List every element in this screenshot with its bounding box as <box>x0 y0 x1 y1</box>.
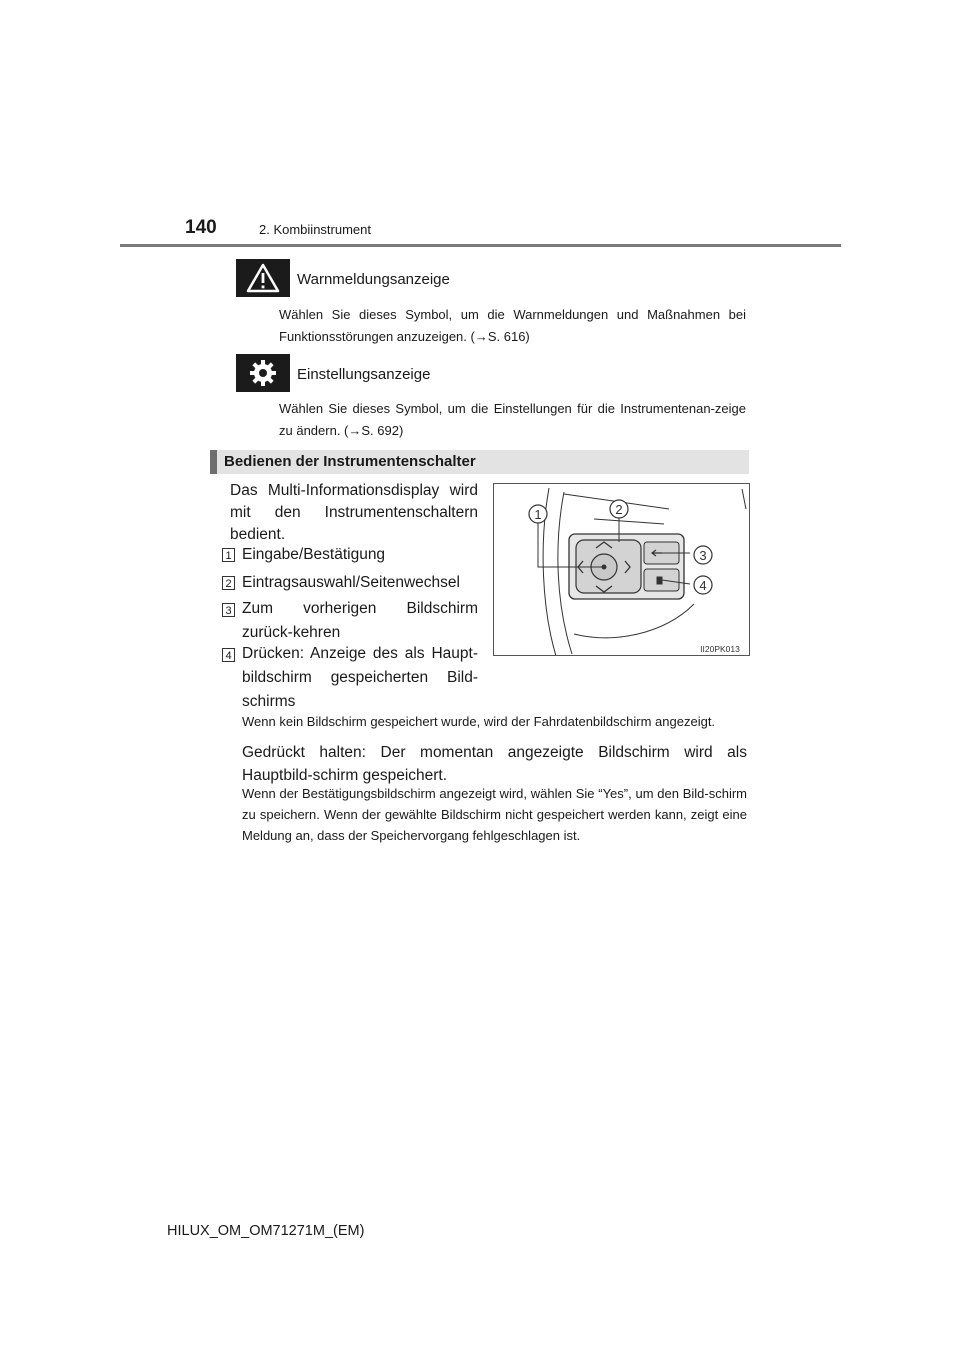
warning-display-title: Warnmeldungsanzeige <box>297 271 450 288</box>
document-code: HILUX_OM_OM71271M_(EM) <box>167 1223 365 1239</box>
callout-4: 4 <box>699 578 707 593</box>
steering-switch-drawing <box>494 484 750 656</box>
list-item: Zum vorherigen Bildschirm zurück-kehren <box>242 600 478 641</box>
settings-display-description: Wählen Sie dieses Symbol, um die Einstellungen für die Instrumentenan-zeige zu ändern. (→S. 692) <box>279 401 746 438</box>
section-title: Bedienen der Instrumentenschalter <box>224 453 476 470</box>
list-item: Eintragsauswahl/Seitenwechsel <box>242 574 460 591</box>
list-item: Eingabe/Bestätigung <box>242 546 386 563</box>
page-number: 140 <box>185 217 217 238</box>
item-number-badge: 4 <box>222 648 235 662</box>
note-confirmation-screen: Wenn der Bestätigungsbildschirm angezeigt wird, wählen Sie “Yes”, um den Bild-schirm zu speichern. Wenn der gewählte Bildschirm nicht gespeichert werden kann, zeigt eine Meldung an, dass der Speichervorgang fehlgeschlagen ist. <box>242 786 747 843</box>
note-no-screen-saved: Wenn kein Bildschirm gespeichert wurde, wird der Fahrdatenbildschirm angezeigt. <box>242 714 716 729</box>
settings-display-title: Einstellungsanzeige <box>297 366 431 383</box>
switch-illustration <box>493 483 750 656</box>
callout-3: 3 <box>699 548 707 563</box>
callout-1: 1 <box>534 507 542 522</box>
hold-instruction: Gedrückt halten: Der momentan angezeigte Bildschirm wird als Hauptbild-schirm gespeichert. <box>242 744 747 784</box>
warning-display-description: Wählen Sie dieses Symbol, um die Warnmeldungen und Maßnahmen bei Funktionsstörungen anzuzeigen. (→S. 616) <box>279 307 746 344</box>
warning-triangle-icon <box>236 259 290 297</box>
item-number-badge: 2 <box>222 576 235 590</box>
chapter-title: 2. Kombiinstrument <box>259 222 371 237</box>
item-number-badge: 3 <box>222 603 235 617</box>
list-item: Drücken: Anzeige des als Haupt-bildschirm gespeicherten Bild-schirms <box>242 645 478 710</box>
callout-2: 2 <box>615 502 623 517</box>
header-divider <box>120 244 841 247</box>
gear-icon <box>236 354 290 392</box>
item-number-badge: 1 <box>222 548 235 562</box>
section-intro: Das Multi-Informationsdisplay wird mit den Instrumentenschaltern bedient. <box>230 482 478 543</box>
figure-code: II20PK013 <box>700 644 740 654</box>
